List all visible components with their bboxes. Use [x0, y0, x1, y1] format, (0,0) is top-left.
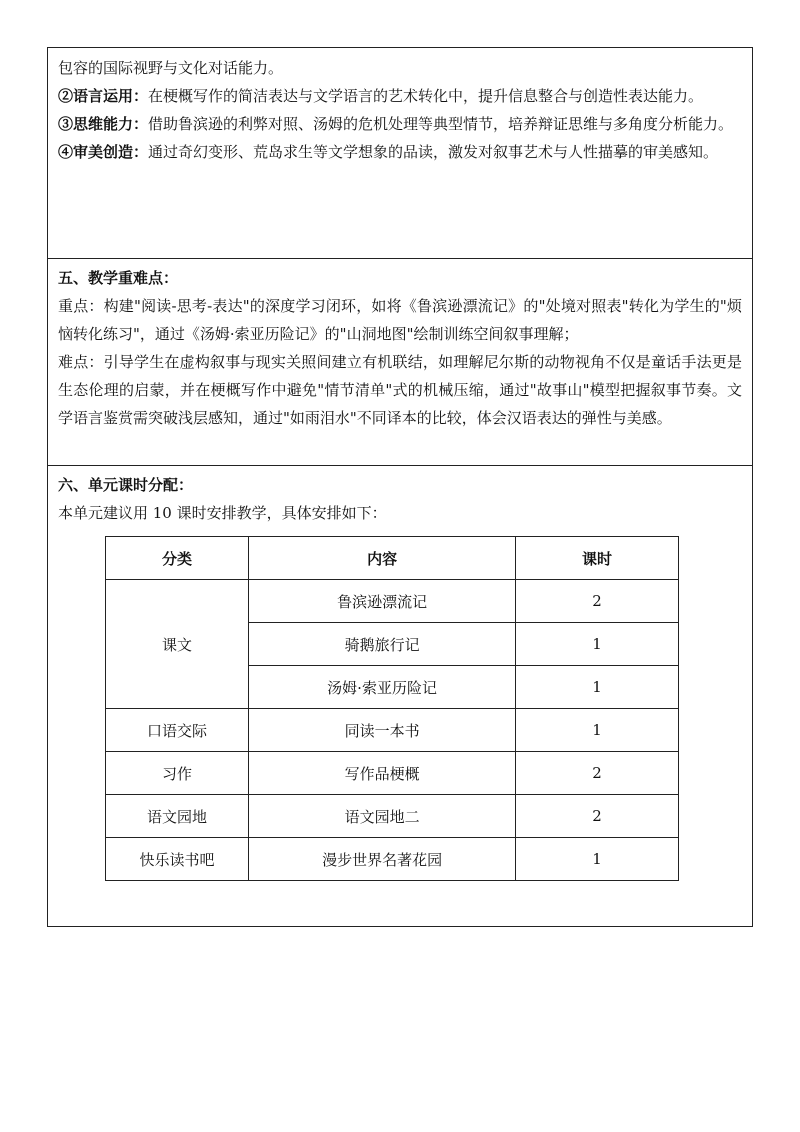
header-hours: 课时	[516, 537, 679, 580]
key-point-text: 重点：构建"阅读-思考-表达"的深度学习闭环，如将《鲁滨逊漂流记》的"处境对照表"转化为学生的"烦恼转化练习"，通过《汤姆·索亚历险记》的"山洞地图"绘制训练空间叙事理解；	[58, 297, 742, 343]
objective-continuation: 包容的国际视野与文化对话能力。	[58, 59, 284, 77]
hours-cell: 1	[516, 623, 679, 666]
category-cell: 语文园地	[106, 795, 249, 838]
category-cell: 习作	[106, 752, 249, 795]
objective-label: ④审美创造：	[58, 143, 149, 161]
category-cell: 课文	[106, 580, 249, 709]
objective-text: 通过奇幻变形、荒岛求生等文学想象的品读，激发对叙事艺术与人性描摹的审美感知。	[148, 143, 719, 161]
content-cell: 语文园地二	[249, 795, 516, 838]
content-cell: 骑鹅旅行记	[249, 623, 516, 666]
schedule-intro: 本单元建议用 10 课时安排教学，具体安排如下：	[58, 504, 387, 522]
table-row	[106, 580, 679, 623]
table-row	[106, 709, 679, 752]
table-row	[106, 795, 679, 838]
category-cell: 快乐读书吧	[106, 838, 249, 881]
hours-cell: 1	[516, 709, 679, 752]
schedule-table	[105, 536, 679, 881]
objective-label: ②语言运用：	[58, 87, 149, 105]
header-content: 内容	[249, 537, 516, 580]
objective-label: ③思维能力：	[58, 115, 149, 133]
table-row	[106, 752, 679, 795]
category-cell: 口语交际	[106, 709, 249, 752]
document-frame	[47, 47, 753, 927]
content-cell: 同读一本书	[249, 709, 516, 752]
objective-text: 在梗概写作的简洁表达与文学语言的艺术转化中，提升信息整合与创造性表达能力。	[148, 87, 704, 105]
content-cell: 汤姆·索亚历险记	[249, 666, 516, 709]
header-category: 分类	[106, 537, 249, 580]
hours-cell: 2	[516, 580, 679, 623]
content-cell: 写作品梗概	[249, 752, 516, 795]
key-points-section	[48, 258, 752, 465]
hours-cell: 1	[516, 838, 679, 881]
hours-cell: 2	[516, 795, 679, 838]
objectives-section	[48, 48, 752, 258]
table-row	[106, 838, 679, 881]
difficult-point-text: 难点：引导学生在虚构叙事与现实关照间建立有机联结，如理解尼尔斯的动物视角不仅是童话手法更是生态伦理的启蒙，并在梗概写作中避免"情节清单"式的机械压缩，通过"故事山"模型把握叙事节奏。文学语言鉴赏需突破浅层感知，通过"如雨泪水"不同译本的比较，体会汉语表达的弹性与美感。	[58, 353, 742, 427]
objective-thinking	[48, 110, 752, 138]
schedule-section	[48, 465, 752, 926]
objective-text: 借助鲁滨逊的利弊对照、汤姆的危机处理等典型情节，培养辩证思维与多角度分析能力。	[148, 115, 734, 133]
content-cell: 鲁滨逊漂流记	[249, 580, 516, 623]
content-cell: 漫步世界名著花园	[249, 838, 516, 881]
section-title: 六、单元课时分配：	[58, 476, 194, 494]
hours-cell: 2	[516, 752, 679, 795]
objective-aesthetic	[48, 138, 752, 166]
table-header-row	[106, 537, 679, 580]
section-title: 五、教学重难点：	[58, 269, 179, 287]
objective-language	[48, 82, 752, 110]
hours-cell: 1	[516, 666, 679, 709]
